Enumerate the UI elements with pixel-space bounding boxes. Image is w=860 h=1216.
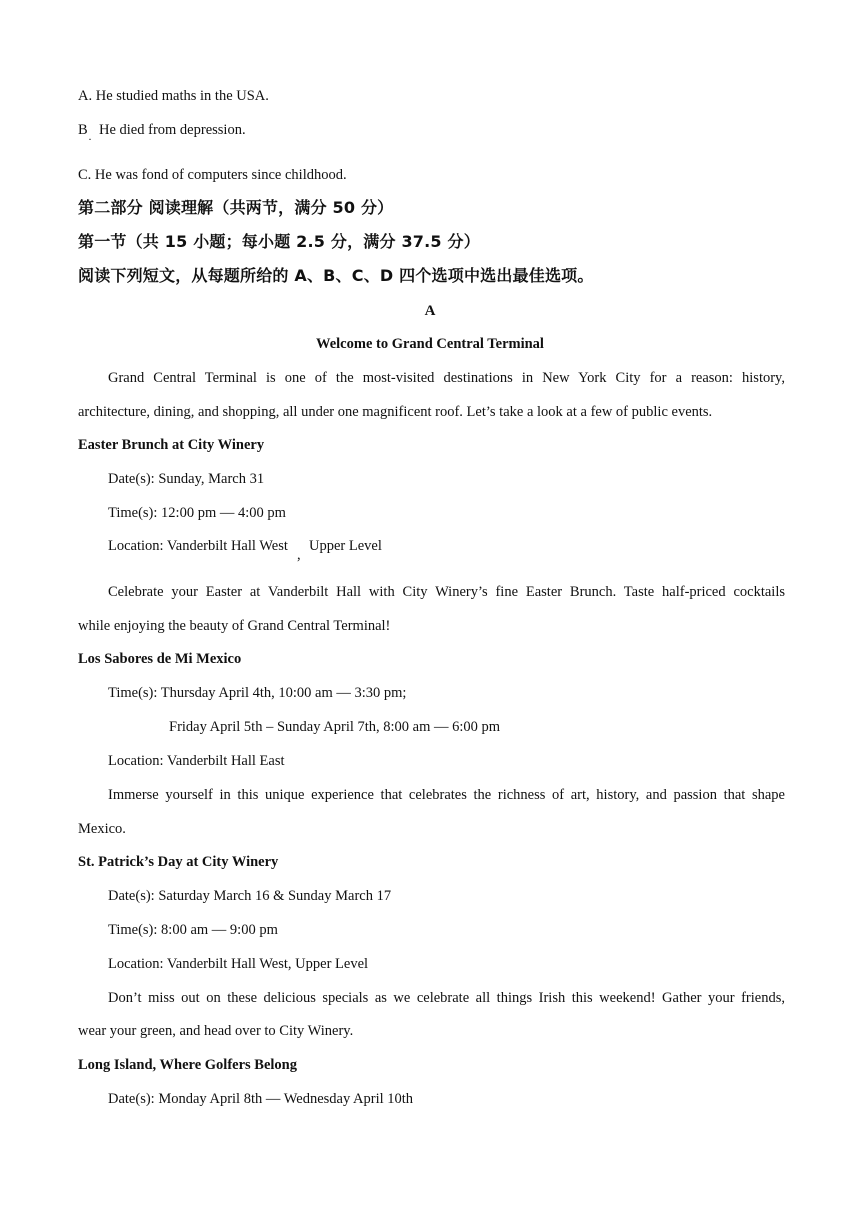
- event-desc-line-2: Mexico.: [78, 821, 126, 837]
- stray-dot: ·: [88, 132, 92, 146]
- event-desc-line-1: Celebrate your Easter at Vanderbilt Hall with City Winery’s fine Easter Brunch. Taste half-priced cocktails: [108, 584, 785, 600]
- option-b-letter: B: [78, 122, 88, 138]
- event-desc-line-2: wear your green, and head over to City Winery.: [78, 1023, 354, 1039]
- event-location: Location: Vanderbilt Hall West: [108, 538, 288, 554]
- event-desc-line-1: Don’t miss out on these delicious specials as we celebrate all things Irish this weekend! Gather your friends,: [108, 990, 785, 1006]
- event-time-2: Friday April 5th – Sunday April 7th, 8:00 am — 6:00 pm: [169, 719, 501, 735]
- section-part2-heading: 第二部分 阅读理解（共两节，满分 50 分）: [78, 198, 394, 217]
- location-comma: ,: [297, 547, 301, 563]
- option-b: He died from depression.: [99, 122, 246, 138]
- event-time: Time(s): 8:00 am — 9:00 pm: [108, 922, 278, 938]
- event-location: Location: Vanderbilt Hall West, Upper Level: [108, 956, 369, 972]
- event-location-level: Upper Level: [309, 538, 382, 554]
- event-date: Date(s): Monday April 8th — Wednesday April 10th: [108, 1091, 414, 1107]
- event-desc-line-1: Immerse yourself in this unique experience that celebrates the richness of art, history, and passion that shape: [108, 787, 785, 803]
- event-heading-mexico: Los Sabores de Mi Mexico: [78, 651, 242, 667]
- event-heading-st-patrick: St. Patrick’s Day at City Winery: [78, 854, 279, 870]
- passage-title: Welcome to Grand Central Terminal: [316, 336, 544, 352]
- section-instruction: 阅读下列短文，从每题所给的 A、B、C、D 四个选项中选出最佳选项。: [78, 266, 594, 285]
- event-date: Date(s): Sunday, March 31: [108, 471, 265, 487]
- event-time: Time(s): Thursday April 4th, 10:00 am — 3:30 pm;: [108, 685, 407, 701]
- passage-letter: A: [424, 303, 436, 319]
- option-c: C. He was fond of computers since childhood.: [78, 167, 347, 183]
- event-location: Location: Vanderbilt Hall East: [108, 753, 285, 769]
- event-time: Time(s): 12:00 pm — 4:00 pm: [108, 505, 286, 521]
- event-heading-long-island: Long Island, Where Golfers Belong: [78, 1057, 298, 1073]
- event-desc-line-2: while enjoying the beauty of Grand Central Terminal!: [78, 618, 391, 634]
- section-sub1-heading: 第一节（共 15 小题；每小题 2.5 分，满分 37.5 分）: [78, 232, 480, 251]
- intro-line-1: Grand Central Terminal is one of the most-visited destinations in New York City for a reason: history,: [108, 370, 785, 386]
- event-heading-easter: Easter Brunch at City Winery: [78, 437, 265, 453]
- intro-line-2: architecture, dining, and shopping, all under one magnificent roof. Let’s take a look at a few of public events.: [78, 404, 713, 420]
- event-date: Date(s): Saturday March 16 & Sunday March 17: [108, 888, 392, 904]
- option-a: A. He studied maths in the USA.: [78, 88, 269, 104]
